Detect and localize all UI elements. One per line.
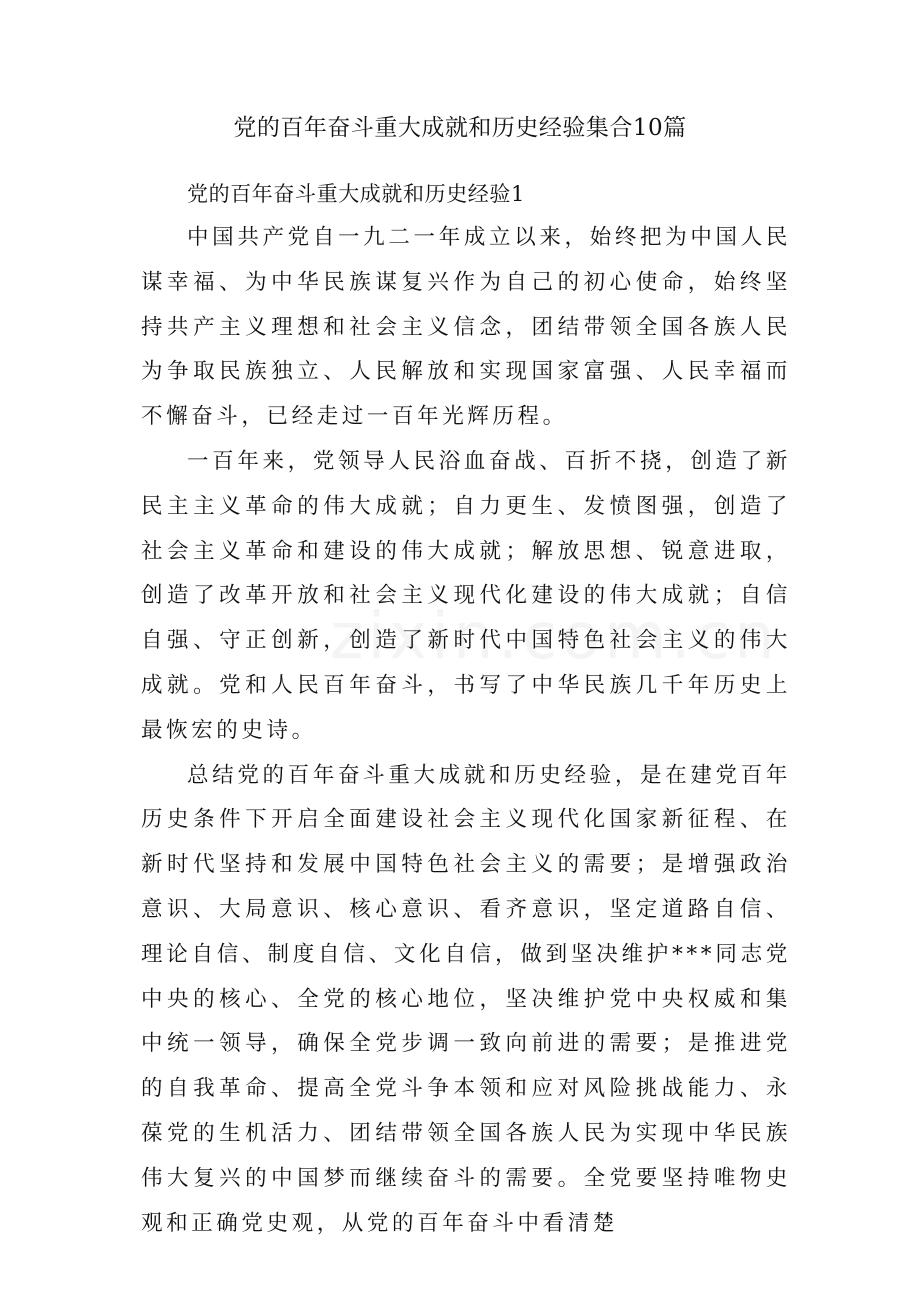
paragraph-3: 总结党的百年奋斗重大成就和历史经验，是在建党百年历史条件下开启全面建设社会主义现代化国家新征程、在新时代坚持和发展中国特色社会主义的需要；是增强政治意识、大局意识、核心意识、看齐意识，坚定道路自信、理论自信、制度自信、文化自信，做到坚决维护***同志党中央的核心、全党的核心地位，坚决维护党中央权威和集中统一领导，确保全党步调一致向前进的需要；是推进党的自我革命、提高全党斗争本领和应对风险挑战能力、永葆党的生机活力、团结带领全国各族人民为实现中华民族伟大复兴的中国梦而继续奋斗的需要。全党要坚持唯物史观和正确党史观，从党的百年奋斗中看清楚 — [141, 762, 791, 1236]
section-heading: 党的百年奋斗重大成就和历史经验1 — [187, 182, 525, 206]
paragraph-1: 中国共产党自一九二一年成立以来，始终把为中国人民谋幸福、为中华民族谋复兴作为自己的初心使命，始终坚持共产主义理想和社会主义信念，团结带领全国各族人民为争取民族独立、人民解放和实现国家富强、人民幸福而不懈奋斗，已经走过一百年光辉历程。 — [141, 225, 791, 430]
document-body — [141, 172, 791, 1246]
paragraph-2: 一百年来，党领导人民浴血奋战、百折不挠，创造了新民主主义革命的伟大成就；自力更生、发愤图强，创造了社会主义革命和建设的伟大成就；解放思想、锐意进取，创造了改革开放和社会主义现代化建设的伟大成就；自信自强、守正创新，创造了新时代中国特色社会主义的伟大成就。党和人民百年奋斗，书写了中华民族几千年历史上最恢宏的史诗。 — [141, 448, 791, 743]
document-title: 党的百年奋斗重大成就和历史经验集合10篇 — [233, 115, 687, 141]
